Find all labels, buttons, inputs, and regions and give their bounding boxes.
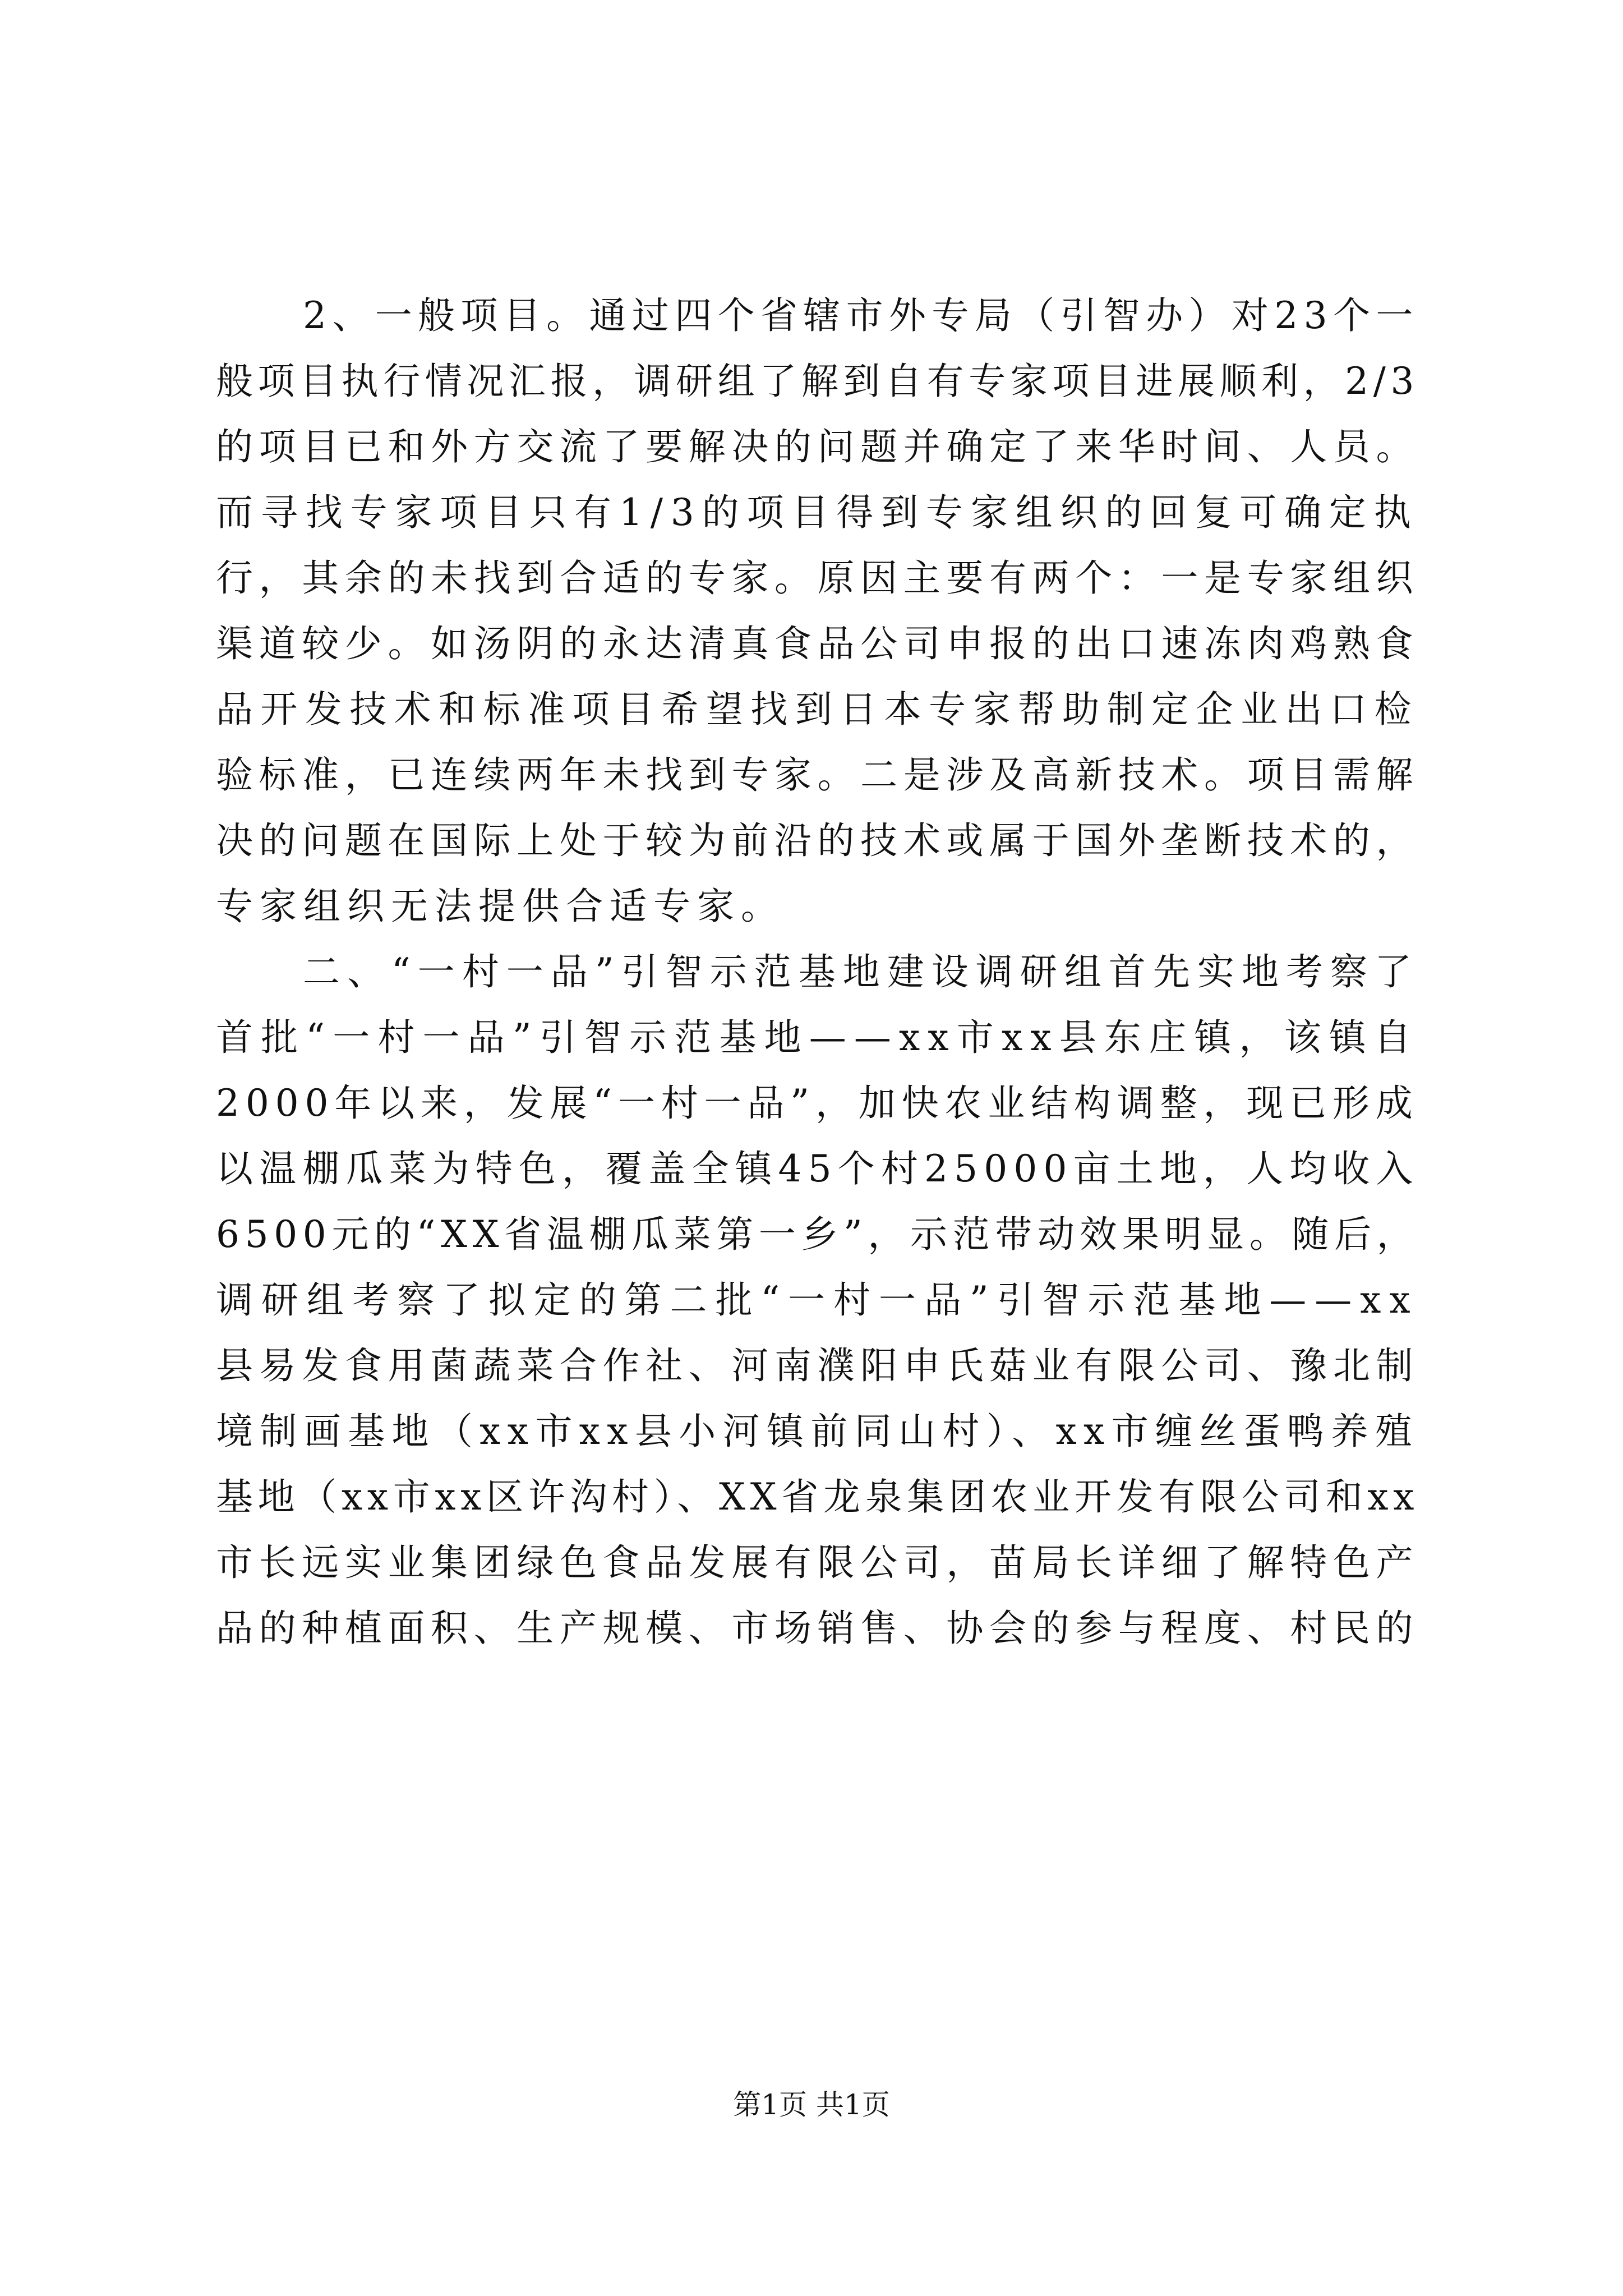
- text-line: 二、“一村一品”引智示范基地建设调研组首先实地考察了: [303, 950, 1419, 993]
- text-line: 而寻找专家项目只有1/3的项目得到专家组织的回复可确定执: [216, 491, 1419, 534]
- text-line: 首批“一村一品”引智示范基地——xx市xx县东庄镇，该镇自: [216, 1016, 1419, 1059]
- text-line: 县易发食用菌蔬菜合作社、河南濮阳申氏菇业有限公司、豫北制: [216, 1344, 1419, 1387]
- text-line: 的项目已和外方交流了要解决的问题并确定了来华时间、人员。: [216, 425, 1419, 468]
- text-line: 行，其余的未找到合适的专家。原因主要有两个：一是专家组织: [216, 556, 1419, 600]
- text-line: 2000年以来，发展“一村一品”，加快农业结构调整，现已形成: [216, 1082, 1419, 1125]
- text-line: 境制画基地（xx市xx县小河镇前同山村）、xx市缠丝蛋鸭养殖: [216, 1410, 1419, 1453]
- text-line: 品的种植面积、生产规模、市场销售、协会的参与程度、村民的: [216, 1607, 1419, 1650]
- text-line: 2、一般项目。通过四个省辖市外专局（引智办）对23个一: [303, 294, 1419, 337]
- text-line: 决的问题在国际上处于较为前沿的技术或属于国外垄断技术的，: [216, 819, 1419, 862]
- text-line: 品开发技术和标准项目希望找到日本专家帮助制定企业出口检: [216, 688, 1419, 731]
- text-line: 验标准，已连续两年未找到专家。二是涉及高新技术。项目需解: [216, 753, 1419, 797]
- text-line: 调研组考察了拟定的第二批“一村一品”引智示范基地——xx: [216, 1278, 1419, 1322]
- text-line: 市长远实业集团绿色食品发展有限公司，苗局长详细了解特色产: [216, 1541, 1419, 1584]
- text-line: 专家组织无法提供合适专家。: [216, 885, 785, 928]
- page-footer: 第1页 共1页: [733, 2088, 890, 2121]
- text-line: 6500元的“XX省温棚瓜菜第一乡”，示范带动效果明显。随后，: [216, 1213, 1419, 1256]
- text-line: 渠道较少。如汤阴的永达清真食品公司申报的出口速冻肉鸡熟食: [216, 622, 1419, 665]
- text-line: 基地（xx市xx区许沟村）、XX省龙泉集团农业开发有限公司和xx: [216, 1475, 1419, 1519]
- text-line: 以温棚瓜菜为特色，覆盖全镇45个村25000亩土地，人均收入: [216, 1147, 1419, 1190]
- text-line: 般项目执行情况汇报，调研组了解到自有专家项目进展顺利，2/3: [216, 360, 1419, 403]
